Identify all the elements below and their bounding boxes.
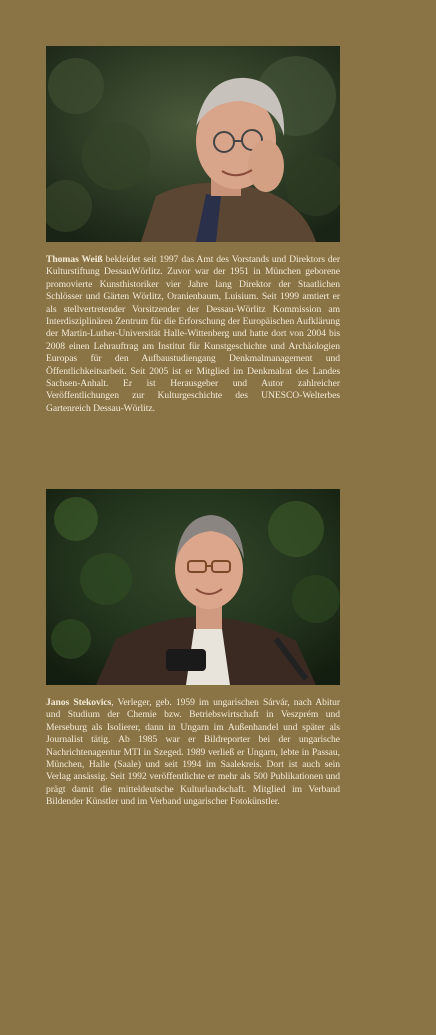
bio-body: bekleidet seit 1997 das Amt des Vorstands und Direktors der Kulturstiftung DessauWörlitz. Zuvor war der 1951 in München geborene promovierte Kunsthistoriker vier Jahre lang Direktor der Staatlichen Schlösser und Gärten Wörlitz, Oranienbaum, Luisium. Seit 1999 amtiert er als stellvertretender Vorsitzender der Dessau-Wörlitz Kommission am Interdisziplinären Zentrum für die Erforschung der Europäischen Aufklärung der Martin-Luther-Universität Halle-Wittenberg und hatte dort von 2004 bis 2008 einen Lehrauftrag am Institut für Kunstgeschichte und Archäologien Europas für den Aufbaustudiengang Denkmalmanagement und Öffentlichkeitsarbeit. Seit 2005 ist er Mitglied im Denkmalrat des Landes Sachsen-Anhalt. Er ist Herausgeber und Autor zahlreicher Veröffentlichungen zur Kulturgeschichte des UNESCO-Welterbes Gartenreich Dessau-Wörlitz. bbox=[46, 254, 340, 414]
portrait-photo-janos-stekovics bbox=[46, 489, 340, 685]
bio-text-thomas-weiss bbox=[46, 254, 340, 415]
bio-janos-stekovics bbox=[46, 489, 340, 809]
bio-name: Janos Stekovics bbox=[46, 697, 112, 708]
bio-thomas-weiss bbox=[46, 46, 340, 415]
bio-name: Thomas Weiß bbox=[46, 254, 103, 265]
portrait-photo-thomas-weiss bbox=[46, 46, 340, 242]
bio-text-janos-stekovics bbox=[46, 697, 340, 809]
bio-body: , Verleger, geb. 1959 im ungarischen Sárvár, nach Abitur und Studium der Chemie bzw. Betriebswirtschaft in Veszprém und Merseburg als Isolierer, dann in Ungarn im Außenhandel und später als Journalist tätig. Ab 1985 war er Bildreporter bei der ungarische Nachrichtenagentur MTI in Szeged. 1989 verließ er Ungarn, lebte in Passau, München, Halle (Saale) und seit 1994 im Saalekreis. Dort ist auch sein Verlag ansässig. Seit 1992 veröffentlichte er mehr als 500 Publikationen und prägt damit die mitteldeutsche Kulturlandschaft. Mitglied im Verband Bildender Künstler und im Verband ungarischer Fotokünstler. bbox=[46, 697, 341, 808]
